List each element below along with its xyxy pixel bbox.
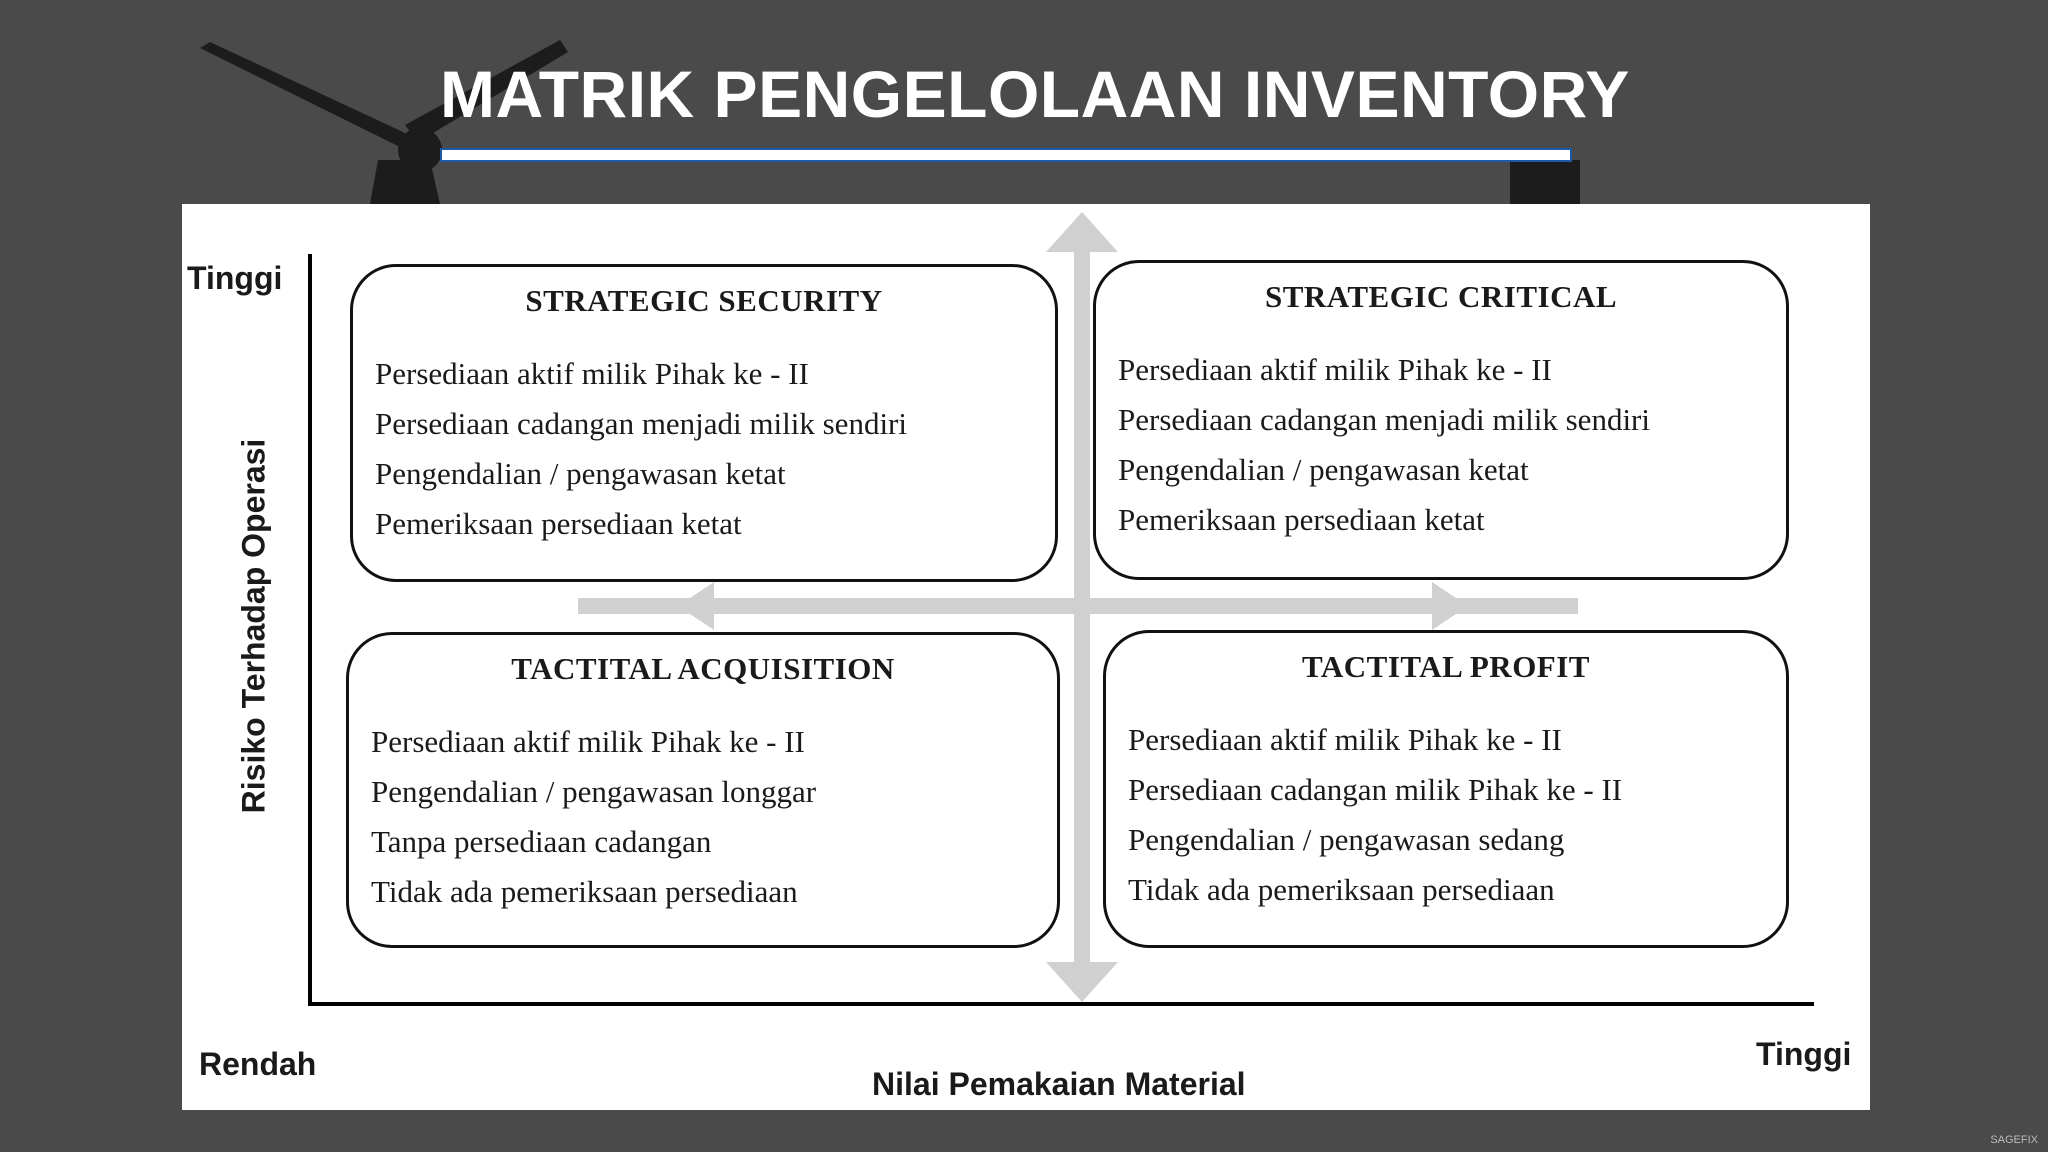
quadrant-tactital-acquisition — [346, 632, 1060, 948]
list-item: Persediaan aktif milik Pihak ke - II — [371, 724, 805, 759]
quadrant-title: STRATEGIC SECURITY — [525, 283, 883, 318]
arrow-right-head — [1432, 582, 1468, 630]
list-item: Persediaan aktif milik Pihak ke - II — [1128, 722, 1562, 757]
quadrant-list — [375, 349, 1055, 549]
y-axis-high-label: Tinggi — [187, 260, 283, 296]
x-axis-line — [308, 1002, 1814, 1006]
quadrant-list — [1118, 345, 1786, 545]
quadrant-title: TACTITAL ACQUISITION — [511, 651, 895, 686]
y-axis-title: Risiko Terhadap Operasi — [235, 438, 272, 814]
list-item: Persediaan cadangan menjadi milik sendiri — [375, 406, 907, 441]
list-item: Pemeriksaan persediaan ketat — [375, 506, 742, 541]
slide-title: MATRIK PENGELOLAAN INVENTORY — [440, 57, 1630, 131]
list-item: Tidak ada pemeriksaan persediaan — [1128, 872, 1555, 907]
axis-low-label: Rendah — [199, 1046, 317, 1082]
arrow-left-head — [678, 582, 714, 630]
quadrant-list — [371, 717, 1057, 917]
list-item: Pengendalian / pengawasan ketat — [375, 456, 786, 491]
quadrant-title: STRATEGIC CRITICAL — [1264, 279, 1618, 314]
quadrant-list — [1128, 715, 1786, 915]
list-item: Pengendalian / pengawasan sedang — [1128, 822, 1565, 857]
horizontal-arrow-shaft — [578, 598, 1578, 614]
list-item: Tidak ada pemeriksaan persediaan — [371, 874, 798, 909]
watermark: SAGEFIX — [1990, 1134, 2038, 1146]
title-underline — [440, 148, 1572, 162]
list-item: Pengendalian / pengawasan ketat — [1118, 452, 1529, 487]
quadrant-tactital-profit — [1103, 630, 1789, 948]
quadrant-strategic-security — [350, 264, 1058, 582]
list-item: Persediaan aktif milik Pihak ke - II — [375, 356, 809, 391]
arrow-down-head — [1046, 962, 1118, 1002]
matrix-diagram — [182, 204, 1870, 1110]
list-item: Pengendalian / pengawasan longgar — [371, 774, 817, 809]
list-item: Persediaan aktif milik Pihak ke - II — [1118, 352, 1552, 387]
y-axis-line — [308, 254, 312, 1006]
quadrant-strategic-critical — [1093, 260, 1789, 580]
list-item: Pemeriksaan persediaan ketat — [1118, 502, 1485, 537]
x-axis-title: Nilai Pemakaian Material — [872, 1066, 1246, 1102]
quadrant-title: TACTITAL PROFIT — [1302, 649, 1590, 684]
list-item: Persediaan cadangan milik Pihak ke - II — [1128, 772, 1623, 807]
x-axis-high-label: Tinggi — [1756, 1036, 1852, 1072]
list-item: Persediaan cadangan menjadi milik sendiri — [1118, 402, 1650, 437]
arrow-up-head — [1046, 212, 1118, 252]
list-item: Tanpa persediaan cadangan — [371, 824, 712, 859]
